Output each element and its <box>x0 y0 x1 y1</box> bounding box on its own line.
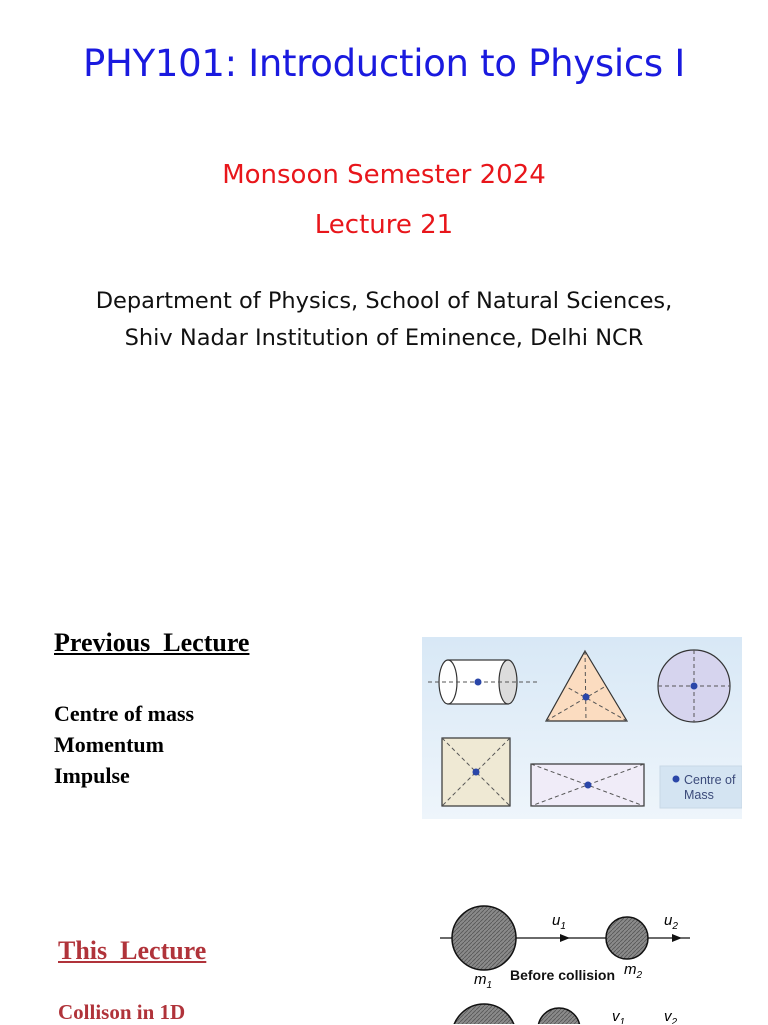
legend-label-line-1: Centre of <box>684 773 736 787</box>
previous-lecture-heading: Previous Lecture <box>54 628 250 657</box>
lecture-number: Lecture 21 <box>314 210 454 240</box>
course-title: PHY101: Introduction to Physics I <box>83 42 685 85</box>
velocity-arrow-u1 <box>560 934 570 942</box>
ball-m2-after <box>538 1008 580 1024</box>
previous-topics-list <box>54 698 194 791</box>
label-u2: $u_2$ <box>664 912 678 932</box>
legend-label-line-2: Mass <box>684 788 714 802</box>
collision-diagram <box>436 898 692 1024</box>
legend-dot-icon <box>673 776 680 783</box>
this-lecture-heading: This Lecture <box>58 936 207 965</box>
center-dot <box>475 679 482 686</box>
previous-topic-item: Momentum <box>54 732 164 757</box>
label-v2: $v_2$ <box>664 1008 678 1024</box>
center-dot <box>473 769 480 776</box>
department-line-1: Department of Physics, School of Natural Sciences, <box>95 288 673 314</box>
square-shape <box>442 738 510 806</box>
rectangle-shape <box>531 764 644 806</box>
department-line-2: Shiv Nadar Institution of Eminence, Delhi NCR <box>124 325 644 351</box>
center-dot <box>583 694 590 701</box>
label-v1: $v_1$ <box>612 1008 626 1024</box>
disc-shape <box>658 650 730 722</box>
ball-m2 <box>606 917 648 959</box>
centre-of-mass-figure <box>422 637 742 819</box>
ball-m1-after <box>452 1004 516 1024</box>
previous-topic-item: Impulse <box>54 763 130 788</box>
label-u1: $u_1$ <box>552 912 566 932</box>
centre-of-mass-legend <box>660 766 742 808</box>
label-m1: $m_1$ <box>474 971 493 991</box>
lecture-topic: Collison in 1D <box>58 1000 186 1024</box>
collision-caption: Before collision <box>510 967 616 983</box>
center-dot <box>691 683 698 690</box>
velocity-arrow-u2 <box>672 934 682 942</box>
center-dot <box>585 782 592 789</box>
semester-label: Monsoon Semester 2024 <box>222 160 546 190</box>
previous-topic-item: Centre of mass <box>54 701 195 726</box>
department-info <box>0 283 768 357</box>
ball-m1 <box>452 906 516 970</box>
label-m2: $m_2$ <box>624 961 643 981</box>
